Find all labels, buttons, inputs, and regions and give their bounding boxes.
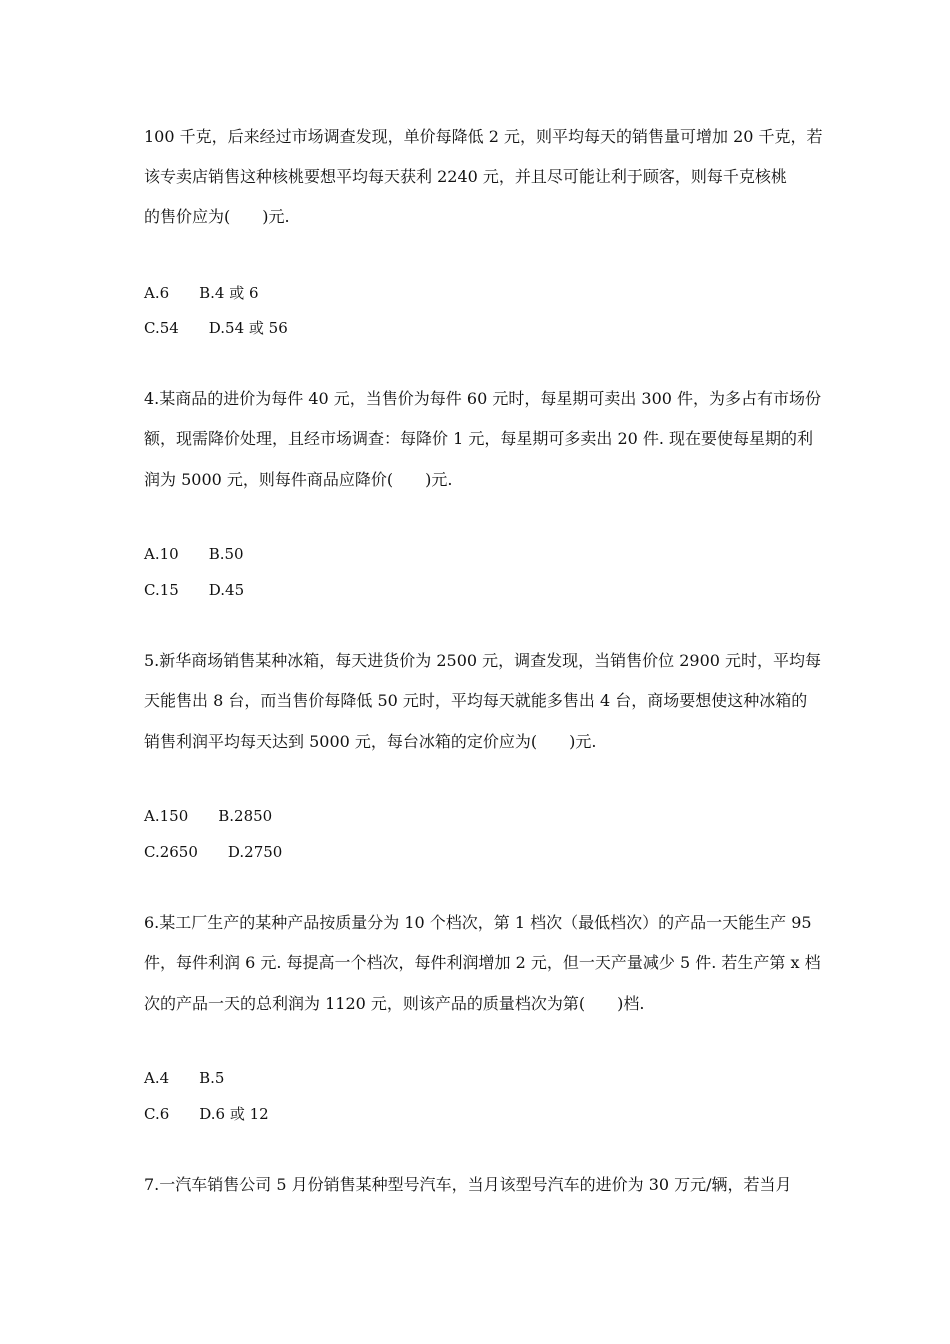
answer-options-row: A.6 B.4 或 6 xyxy=(144,284,259,302)
question-text-line: 100 千克，后来经过市场调查发现，单价每降低 2 元，则平均每天的销售量可增加 20 千克，若 xyxy=(144,127,823,146)
question-text-line: 5.新华商场销售某种冰箱，每天进货价为 2500 元，调查发现，当销售价位 2900 元时，平均每 xyxy=(144,651,822,670)
question-text-line: 的售价应为( )元. xyxy=(144,207,290,226)
question-text-line: 件，每件利润 6 元. 每提高一个档次，每件利润增加 2 元，但一天产量减少 5 件. 若生产第 x 档 xyxy=(144,953,821,972)
answer-options-row: A.10 B.50 xyxy=(144,545,244,563)
answer-options-row: A.4 B.5 xyxy=(144,1069,225,1087)
answer-options-row: A.150 B.2850 xyxy=(144,807,273,825)
answer-options-row: C.15 D.45 xyxy=(144,581,245,599)
answer-options-row: C.6 D.6 或 12 xyxy=(144,1105,269,1123)
question-text-line: 次的产品一天的总利润为 1120 元，则该产品的质量档次为第( )档. xyxy=(144,994,645,1013)
question-text-line: 7.一汽车销售公司 5 月份销售某种型号汽车，当月该型号汽车的进价为 30 万元/辆，若当月 xyxy=(144,1175,792,1194)
answer-options-row: C.2650 D.2750 xyxy=(144,843,283,861)
question-text-line: 润为 5000 元，则每件商品应降价( )元. xyxy=(144,470,453,489)
question-text-line: 额，现需降价处理，且经市场调查：每降价 1 元，每星期可多卖出 20 件. 现在要使每星期的利 xyxy=(144,429,814,448)
answer-options-row: C.54 D.54 或 56 xyxy=(144,319,288,337)
question-text-line: 4.某商品的进价为每件 40 元，当售价为每件 60 元时，每星期可卖出 300 件，为多占有市场份 xyxy=(144,389,822,408)
question-text-line: 该专卖店销售这种核桃要想平均每天获利 2240 元，并且尽可能让利于顾客，则每千克核桃 xyxy=(144,167,787,186)
question-text-line: 天能售出 8 台，而当售价每降低 50 元时，平均每天就能多售出 4 台，商场要想使这种冰箱的 xyxy=(144,691,808,710)
question-text-line: 6.某工厂生产的某种产品按质量分为 10 个档次，第 1 档次（最低档次）的产品一天能生产 95 xyxy=(144,913,812,932)
question-text-line: 销售利润平均每天达到 5000 元，每台冰箱的定价应为( )元. xyxy=(144,732,597,751)
